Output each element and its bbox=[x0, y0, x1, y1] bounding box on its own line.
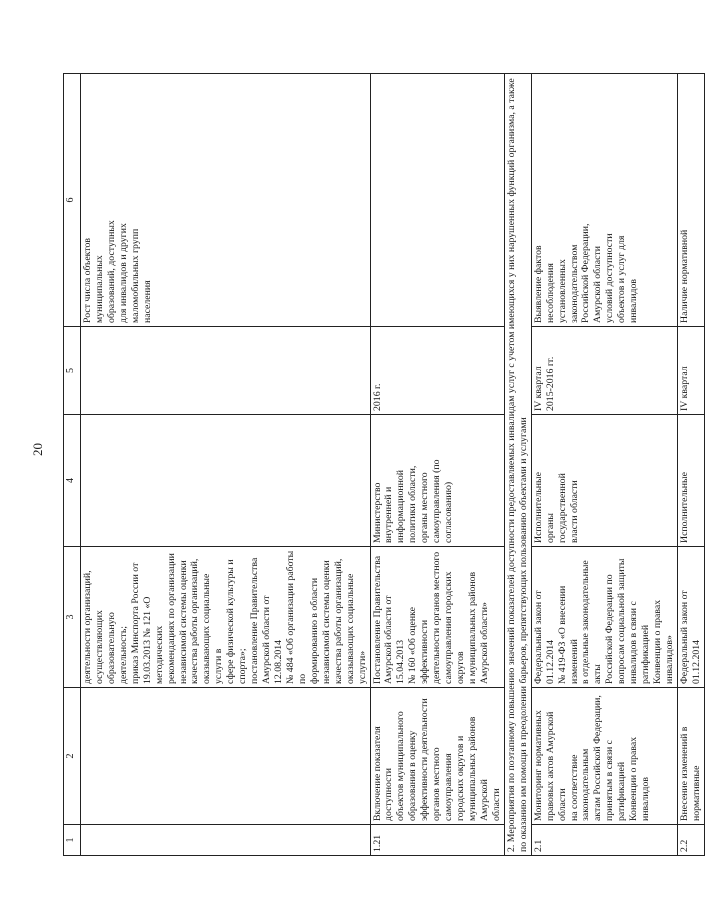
deadline-cell: 2016 г. bbox=[370, 327, 504, 415]
legal-basis-cell: Федеральный закон от 01.12.2014 bbox=[677, 547, 704, 688]
responsible-cell: Исполнительные органы государственной власти области bbox=[531, 415, 677, 547]
measure-cell: Включение показателя доступности объектов муниципального образования в оценку эффективности деятельности органов местного самоуправления городских округов и муниципальных районов Амурской области bbox=[370, 688, 504, 825]
column-header: 5 bbox=[64, 327, 81, 415]
deadline-cell: IV квартал bbox=[677, 327, 704, 415]
responsible-cell: Исполнительные bbox=[677, 415, 704, 547]
responsible-cell: Министерство внутренней и информационной политики области, органы местного самоуправления (по согласованию) bbox=[370, 415, 504, 547]
row-number-cell: 2.2 bbox=[677, 825, 704, 856]
measures-table bbox=[63, 73, 705, 856]
column-header: 3 bbox=[64, 547, 81, 688]
legal-basis-cell: Постановление Правительства Амурской области от 15.04.2013 № 160 «Об оценке эффективности деятельности органов местного самоуправления городских округов и муниципальных районов Амурской области» bbox=[370, 547, 504, 688]
column-header: 6 bbox=[64, 74, 81, 327]
expected-result-cell: Рост числа объектов муниципальных образований, доступных для инвалидов и других маломобильных групп населения bbox=[81, 74, 371, 327]
landscape-page bbox=[63, 74, 702, 856]
legal-basis-cell: деятельности организаций, осуществляющих образовательную деятельность; приказ Минспорта России от 19.03.2013 № 121 «О методических рекомендациях по организации независимой системы оценки качества работы организаций, оказывающих социальные услуги в сфере физической культуры и спорта»; постановление Правительства Амурской области от 12.08.2014 № 484 «Об организации работы по формированию в области независимой системы оценки качества работы организаций, оказывающих социальные услуги» bbox=[81, 547, 371, 688]
expected-result-cell: Наличие нормативной bbox=[677, 74, 704, 327]
row-number-cell: 1.21 bbox=[370, 825, 504, 856]
responsible-cell bbox=[81, 415, 371, 547]
page-number: 20 bbox=[30, 443, 45, 456]
column-header-row bbox=[64, 74, 81, 856]
table-row bbox=[531, 74, 677, 856]
section-title: 2. Мероприятия по поэтапному повышению значений показателей доступности предоставляемых инвалидам услуг с учетом имеющихся у них нарушенных функций организма, а также по оказанию им помощи в преодолении барьеров, препятствующих пользованию объектами и услугами bbox=[504, 74, 531, 856]
expected-result-cell bbox=[370, 74, 504, 327]
row-number-cell: 2.1 bbox=[531, 825, 677, 856]
deadline-cell: IV квартал 2015-2016 гг. bbox=[531, 327, 677, 415]
row-number-cell bbox=[81, 825, 371, 856]
table-row bbox=[677, 74, 704, 856]
legal-basis-cell: Федеральный закон от 01.12.2014 № 419-ФЗ «О внесении изменений в отдельные законодательные акты Российской Федерации по вопросам социальной защиты инвалидов в связи с ратификацией Конвенции о правах инвалидов» bbox=[531, 547, 677, 688]
measure-cell: Внесение изменений в нормативные bbox=[677, 688, 704, 825]
expected-result-cell: Выявление фактов несоблюдения установленных законодательством Российской Федерации, Амурской области условий доступности объектов и услуг для инвалидов bbox=[531, 74, 677, 327]
table-row-continuation bbox=[81, 74, 371, 856]
measure-cell: Мониторинг нормативных правовых актов Амурской области на соответствие законодательным актам Российской Федерации, принятым в связи с ратификацией Конвенции о правах инвалидов bbox=[531, 688, 677, 825]
column-header: 4 bbox=[64, 415, 81, 547]
table-row bbox=[370, 74, 504, 856]
section-heading-row bbox=[504, 74, 531, 856]
measure-cell bbox=[81, 688, 371, 825]
column-header: 1 bbox=[64, 825, 81, 856]
column-header: 2 bbox=[64, 688, 81, 825]
deadline-cell bbox=[81, 327, 371, 415]
